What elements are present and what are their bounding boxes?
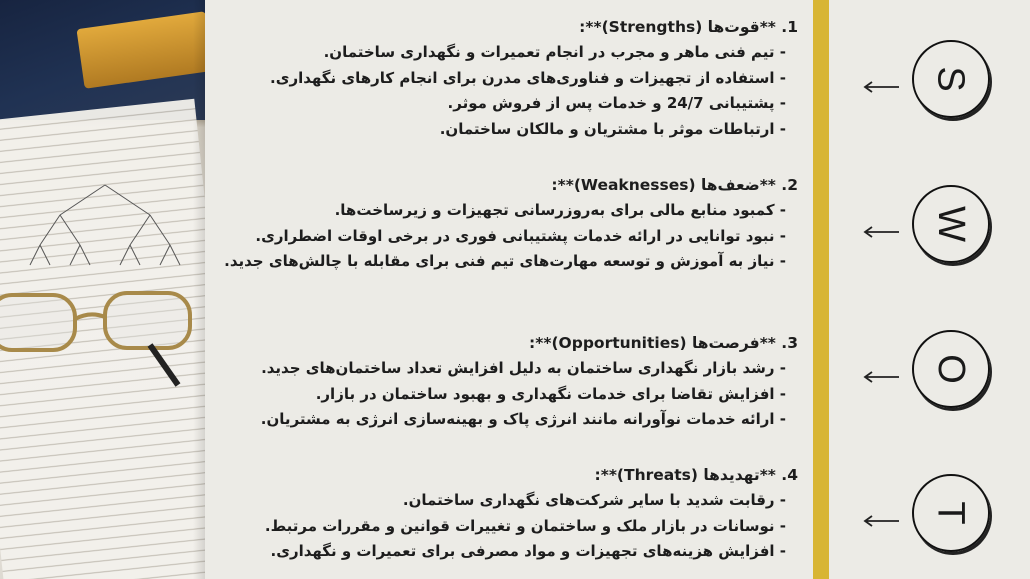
swot-letter: O <box>930 354 972 384</box>
swot-letter-circle <box>912 330 990 408</box>
accent-divider <box>813 0 829 579</box>
swot-text-panel <box>222 0 798 579</box>
swot-letter: S <box>929 66 972 92</box>
list-item: - رشد بازار نگهداری ساختمان به دلیل افزایش تعداد ساختمان‌های جدید. <box>261 359 786 377</box>
eyeglasses-graphic <box>0 285 205 395</box>
list-item: - نیاز به آموزش و توسعه مهارت‌های تیم فنی برای مقابله با چالش‌های جدید. <box>224 252 786 270</box>
arrow-left-icon <box>862 80 900 94</box>
section-title: 3. **فرصت‌ها (Opportunities)**: <box>529 334 798 352</box>
section-title: 4. **تهدیدها (Threats)**: <box>594 466 798 484</box>
arrow-left-icon <box>862 514 900 528</box>
list-item: - تیم فنی ماهر و مجرب در انجام تعمیرات و نگهداری ساختمان. <box>323 43 786 61</box>
list-item: - کمبود منابع مالی برای به‌روزرسانی تجهیزات و زیرساخت‌ها. <box>334 201 786 219</box>
list-item: - افزایش هزینه‌های تجهیزات و مواد مصرفی برای تعمیرات و نگهداری. <box>270 542 786 560</box>
threats-section <box>222 462 798 565</box>
strengths-section <box>222 14 798 142</box>
arrow-left-icon <box>862 370 900 384</box>
tree-diagram-graphic <box>20 180 190 270</box>
opportunities-section <box>222 330 798 433</box>
swot-w-marker <box>862 185 1002 281</box>
list-item: - افزایش تقاضا برای خدمات نگهداری و بهبود ساختمان در بازار. <box>315 384 786 403</box>
section-title: 2. **ضعف‌ها (Weaknesses)**: <box>551 176 798 194</box>
list-item: - نبود توانایی در ارائه خدمات پشتیبانی فوری در برخی اوقات اضطراری. <box>255 226 786 245</box>
section-title: 1. **قوت‌ها (Strengths)**: <box>579 18 798 36</box>
list-item: - نوسانات در بازار ملک و ساختمان و تغییرات قوانین و مقررات مرتبط. <box>264 516 786 535</box>
swot-letter: T <box>930 501 972 525</box>
swot-letter-circle <box>912 474 990 552</box>
swot-letter: W <box>930 206 972 242</box>
swot-letter-circle <box>912 40 990 118</box>
list-item: - پشتیبانی 24/7 و خدمات پس از فروش موثر. <box>447 94 786 112</box>
swot-letter-circle <box>912 185 990 263</box>
weaknesses-section <box>222 172 798 275</box>
list-item: - استفاده از تجهیزات و فناوری‌های مدرن برای انجام کارهای نگهداری. <box>270 68 786 87</box>
swot-o-marker <box>862 330 1002 426</box>
arrow-left-icon <box>862 225 900 239</box>
photo-edge-shadow <box>193 0 205 579</box>
swot-s-marker <box>862 40 1002 136</box>
list-item: - رقابت شدید با سایر شرکت‌های نگهداری ساختمان. <box>402 491 786 509</box>
list-item: - ارتباطات موثر با مشتریان و مالکان ساختمان. <box>439 119 786 138</box>
list-item: - ارائه خدمات نوآورانه مانند انرژی پاک و بهینه‌سازی انرژی به مشتریان. <box>260 410 786 428</box>
swot-t-marker <box>862 474 1002 570</box>
book-glasses-photo <box>0 0 205 579</box>
